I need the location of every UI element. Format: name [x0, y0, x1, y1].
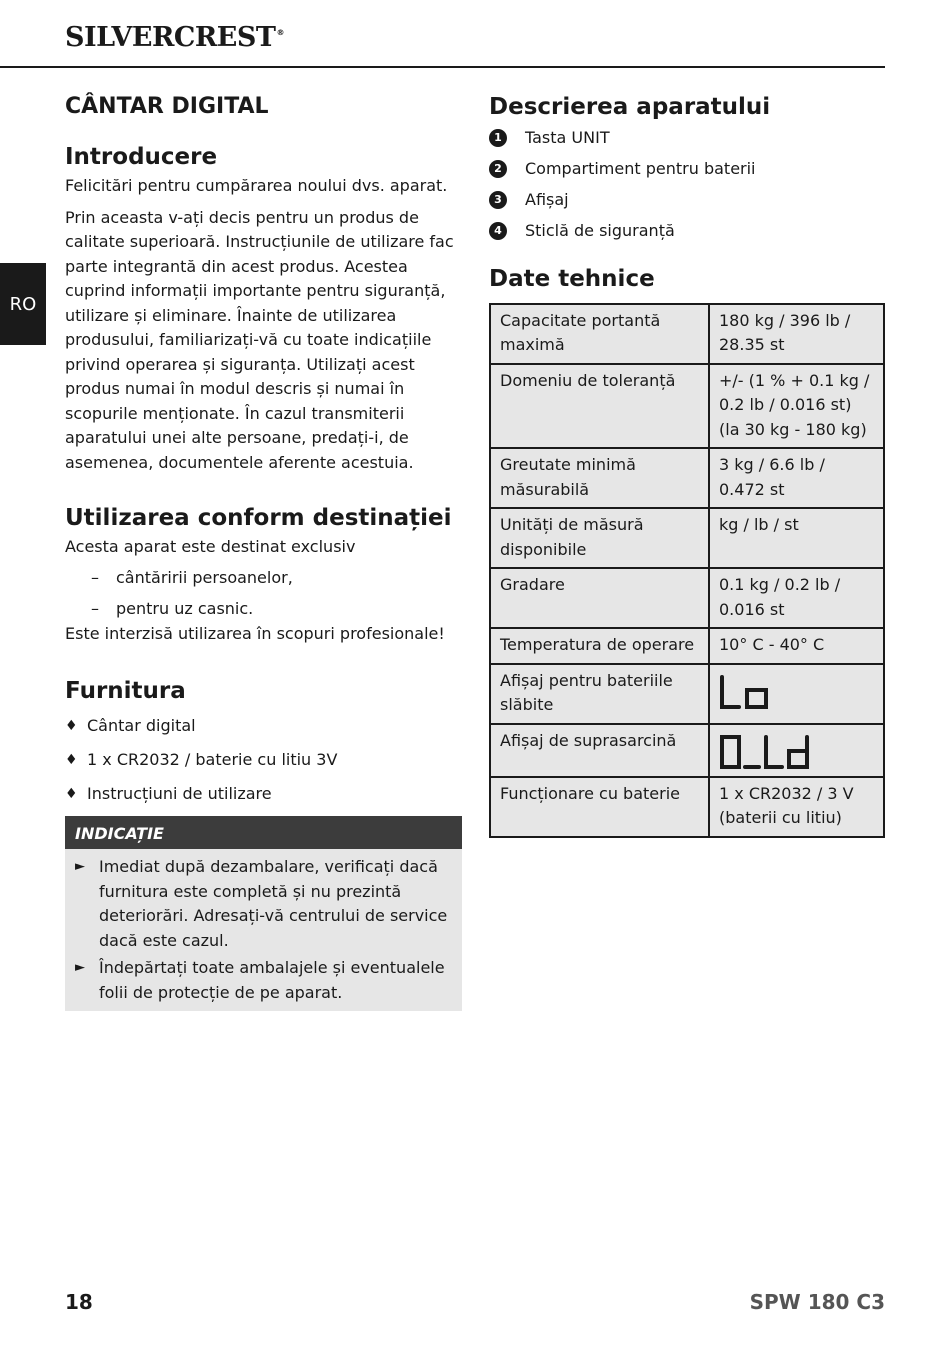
overload-display	[709, 724, 884, 777]
supply-heading: Furnitura	[65, 678, 186, 704]
number-badge-icon: 4	[489, 222, 507, 240]
arrow-bullet-icon: ►	[75, 859, 85, 874]
technical-data-heading: Date tehnice	[489, 265, 655, 292]
notice-item-text: Imediat după dezambalare, verificați dacă furnitura este completă și nu prezintă deteriorări. Adresați-vă centrului de service dacă este cazul.	[99, 857, 448, 950]
spec-label: Domeniu de toleranță	[490, 364, 709, 449]
list-item-text: Instrucțiuni de utilizare	[87, 784, 272, 803]
spec-label: Greutate minimă măsurabilă	[490, 448, 709, 508]
spec-value: kg / lb / st	[709, 508, 884, 568]
language-tab: RO	[0, 263, 46, 345]
list-item-text: cântăririi persoanelor,	[116, 567, 293, 587]
parts-list	[489, 126, 886, 244]
page-number: 18	[65, 1290, 93, 1314]
document-title: CÂNTAR DIGITAL	[65, 94, 269, 119]
table-row	[490, 724, 884, 777]
list-item-text: pentru uz casnic.	[116, 599, 254, 618]
brand-logo-text: SILVERCREST	[65, 22, 276, 53]
part-item	[489, 126, 886, 151]
table-row	[490, 508, 884, 568]
list-item	[65, 566, 463, 591]
table-row	[490, 568, 884, 628]
number-badge-icon: 1	[489, 129, 507, 147]
notice-heading: INDICAȚIE	[65, 816, 462, 849]
diamond-bullet-icon: ♦	[65, 786, 78, 802]
part-label: Afișaj	[525, 190, 569, 209]
notice-item-text: Îndepărtați toate ambalajele și eventualele folii de protecție de pe aparat.	[99, 958, 445, 1002]
spec-value: 3 kg / 6.6 lb / 0.472 st	[709, 448, 884, 508]
brand-logo	[65, 22, 284, 53]
table-row	[490, 628, 884, 664]
arrow-bullet-icon: ►	[75, 960, 85, 975]
diamond-bullet-icon: ♦	[65, 752, 78, 768]
table-row	[490, 777, 884, 837]
list-item-text: Cântar digital	[87, 716, 196, 735]
number-badge-icon: 2	[489, 160, 507, 178]
list-item-text: 1 x CR2032 / baterie cu litiu 3V	[87, 750, 338, 769]
notice-body	[65, 849, 462, 1011]
notice-box	[65, 816, 462, 1011]
right-column	[489, 92, 886, 838]
intended-use-text: Acesta aparat este destinat exclusiv	[65, 537, 356, 556]
overload-segment-display-icon	[719, 733, 813, 771]
low-battery-segment-display-icon	[719, 673, 771, 711]
spec-label: Afișaj de suprasarcină	[490, 724, 709, 777]
registered-mark: ®	[276, 28, 284, 37]
spec-label: Unități de măsură disponibile	[490, 508, 709, 568]
spec-value: +/- (1 % + 0.1 kg / 0.2 lb / 0.016 st) (la 30 kg - 180 kg)	[709, 364, 884, 449]
table-row	[490, 304, 884, 364]
list-item	[65, 748, 463, 773]
spec-value: 10° C - 40° C	[709, 628, 884, 664]
description-heading: Descrierea aparatului	[489, 94, 771, 120]
spec-label: Afișaj pentru bateriile slăbite	[490, 664, 709, 724]
intended-use-heading: Utilizarea conform destinației	[65, 505, 452, 531]
intended-use-warning: Este interzisă utilizarea în scopuri profesionale!	[65, 623, 445, 643]
number-badge-icon: 3	[489, 191, 507, 209]
dash-bullet-icon: –	[91, 599, 99, 618]
intro-paragraph-1: Felicitări pentru cumpărarea noului dvs. aparat.	[65, 176, 448, 195]
list-item	[65, 782, 463, 807]
spec-value: 1 x CR2032 / 3 V (baterii cu litiu)	[709, 777, 884, 837]
intro-paragraph-2: Prin aceasta v-ați decis pentru un produs de calitate superioară. Instrucțiunile de utilizare fac parte integrantă din acest produs. Acestea cuprind informații importante pentru siguranță, utilizare și eliminare. Înainte de utilizarea produsului, familiarizați-vă cu toate indicațiile privind operarea și siguranța. Utilizați acest produs numai în modul descris și numai în scopurile menționate. În cazul transmiterii aparatului unei alte persoane, predați-i, de asemenea, documentele aferente acestuia.	[65, 207, 454, 472]
intro-heading: Introducere	[65, 144, 218, 170]
dash-bullet-icon: –	[91, 567, 99, 587]
spec-label: Temperatura de operare	[490, 628, 709, 664]
model-name: SPW 180 C3	[749, 1290, 885, 1314]
table-row	[490, 664, 884, 724]
table-row	[490, 448, 884, 508]
low-battery-display	[709, 664, 884, 724]
spec-value: 0.1 kg / 0.2 lb / 0.016 st	[709, 568, 884, 628]
diamond-bullet-icon: ♦	[65, 718, 78, 734]
intended-use-list	[65, 566, 463, 622]
left-column	[65, 92, 463, 1011]
table-row	[490, 364, 884, 449]
spec-value: 180 kg / 396 lb / 28.35 st	[709, 304, 884, 364]
technical-data-table	[489, 303, 885, 838]
notice-item	[75, 855, 452, 953]
part-label: Tasta UNIT	[525, 128, 610, 147]
supply-list	[65, 714, 463, 807]
part-item	[489, 188, 886, 213]
notice-item	[75, 956, 452, 1005]
header-divider	[0, 66, 885, 68]
part-item	[489, 219, 886, 244]
spec-label: Capacitate portantă maximă	[490, 304, 709, 364]
list-item	[65, 597, 463, 622]
spec-label: Gradare	[490, 568, 709, 628]
part-label: Sticlă de siguranță	[525, 221, 675, 240]
part-label: Compartiment pentru baterii	[525, 159, 756, 178]
spec-label: Funcționare cu baterie	[490, 777, 709, 837]
part-item	[489, 157, 886, 182]
list-item	[65, 714, 463, 739]
